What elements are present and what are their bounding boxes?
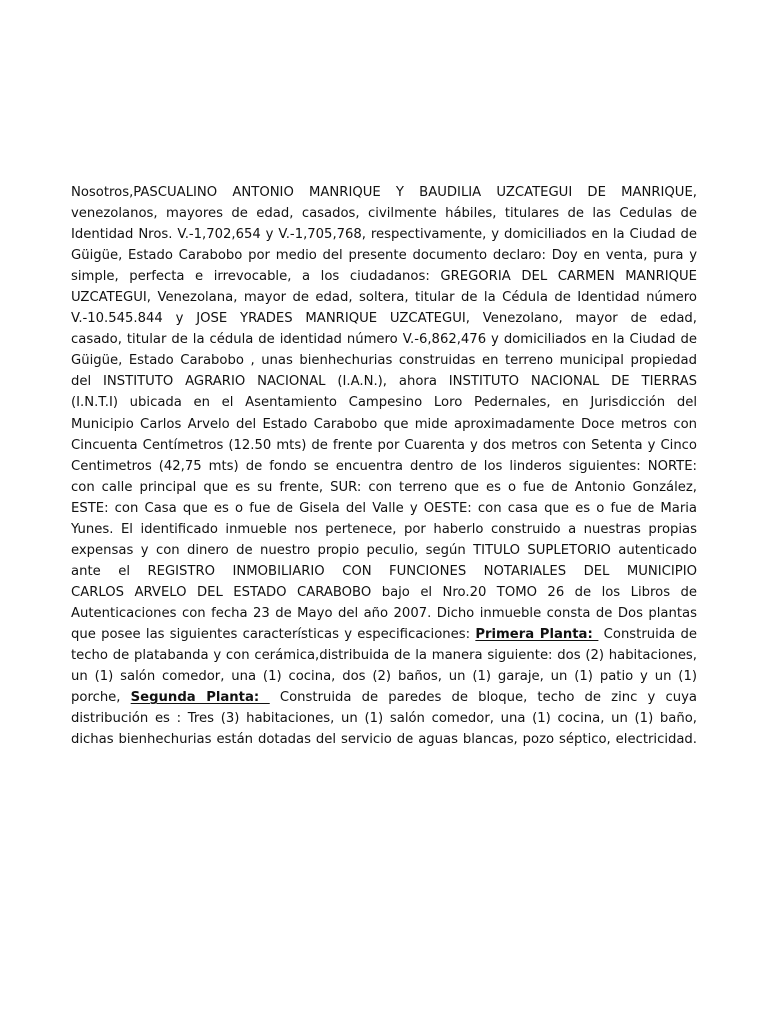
paragraph-line: dichas bienhechurias están dotadas del servicio de aguas blancas, pozo séptico, electricidad. xyxy=(71,732,697,748)
paragraph-line: casado, titular de la cédula de identidad número V.-6,862,476 y domiciliados en la Ciudad de xyxy=(71,332,697,348)
paragraph-line: Identidad Nros. V.-1,702,654 y V.-1,705,768, respectivamente, y domiciliados en la Ciudad de xyxy=(71,227,697,243)
paragraph-line: Güigüe, Estado Carabobo , unas bienhechurias construidas en terreno municipal propiedad xyxy=(71,353,697,369)
paragraph-line: distribución es : Tres (3) habitaciones, un (1) salón comedor, una (1) cocina, un (1) baño, xyxy=(71,711,697,727)
paragraph-line: Centimetros (42,75 mts) de fondo se encuentra dentro de los linderos siguientes: NORTE: xyxy=(71,458,697,474)
paragraph-line: expensas y con dinero de nuestro propio peculio, según TITULO SUPLETORIO autenticado xyxy=(71,542,697,558)
document-body xyxy=(71,182,697,750)
paragraph-line: ESTE: con Casa que es o fue de Gisela del Valle y OESTE: con casa que es o fue de Maria xyxy=(71,500,697,516)
paragraph-line: Nosotros,PASCUALINO ANTONIO MANRIQUE Y BAUDILIA UZCATEGUI DE MANRIQUE, xyxy=(71,185,697,200)
paragraph-line: Autenticaciones con fecha 23 de Mayo del año 2007. Dicho inmueble consta de Dos plantas xyxy=(71,605,697,621)
primera-planta-heading: Primera Planta: xyxy=(475,626,599,642)
paragraph-line: venezolanos, mayores de edad, casados, civilmente hábiles, titulares de las Cedulas de xyxy=(71,206,697,222)
paragraph-line: Municipio Carlos Arvelo del Estado Carabobo que mide aproximadamente Doce metros con xyxy=(71,416,697,432)
paragraph-line: un (1) salón comedor, una (1) cocina, dos (2) baños, un (1) garaje, un (1) patio y un (1) xyxy=(71,669,697,685)
line-text: que posee las siguientes características y especificaciones: xyxy=(71,626,476,642)
paragraph-line: CARLOS ARVELO DEL ESTADO CARABOBO bajo el Nro.20 TOMO 26 de los Libros de xyxy=(71,584,697,600)
paragraph-line: Cincuenta Centímetros (12.50 mts) de frente por Cuarenta y dos metros con Setenta y Cinco xyxy=(71,437,697,453)
paragraph-line: techo de platabanda y con cerámica,distribuida de la manera siguiente: dos (2) habitaciones, xyxy=(71,648,697,664)
paragraph-line: simple, perfecta e irrevocable, a los ciudadanos: GREGORIA DEL CARMEN MANRIQUE xyxy=(71,269,697,285)
paragraph-line xyxy=(71,624,697,645)
paragraph-line: V.-10.545.844 y JOSE YRADES MANRIQUE UZCATEGUI, Venezolano, mayor de edad, xyxy=(71,311,697,327)
paragraph-line: Güigüe, Estado Carabobo por medio del presente documento declaro: Doy en venta, pura y xyxy=(71,248,697,264)
paragraph-line: con calle principal que es su frente, SUR: con terreno que es o fue de Antonio González, xyxy=(71,479,697,495)
paragraph-line: UZCATEGUI, Venezolana, mayor de edad, soltera, titular de la Cédula de Identidad número xyxy=(71,290,697,306)
segunda-planta-heading: Segunda Planta: xyxy=(130,690,270,706)
paragraph-line: Yunes. El identificado inmueble nos pertenece, por haberlo construido a nuestras propias xyxy=(71,521,697,537)
line-text: porche, xyxy=(71,690,131,706)
paragraph-line: ante el REGISTRO INMOBILIARIO CON FUNCIONES NOTARIALES DEL MUNICIPIO xyxy=(71,563,697,579)
line-text: Construida de xyxy=(598,626,697,642)
line-text: Construida de paredes de bloque, techo de zinc y cuya xyxy=(269,690,697,706)
paragraph-line: del INSTITUTO AGRARIO NACIONAL (I.A.N.), ahora INSTITUTO NACIONAL DE TIERRAS xyxy=(71,374,697,390)
paragraph-line xyxy=(71,687,697,708)
paragraph-line: (I.N.T.I) ubicada en el Asentamiento Campesino Loro Pedernales, en Jurisdicción del xyxy=(71,395,697,411)
